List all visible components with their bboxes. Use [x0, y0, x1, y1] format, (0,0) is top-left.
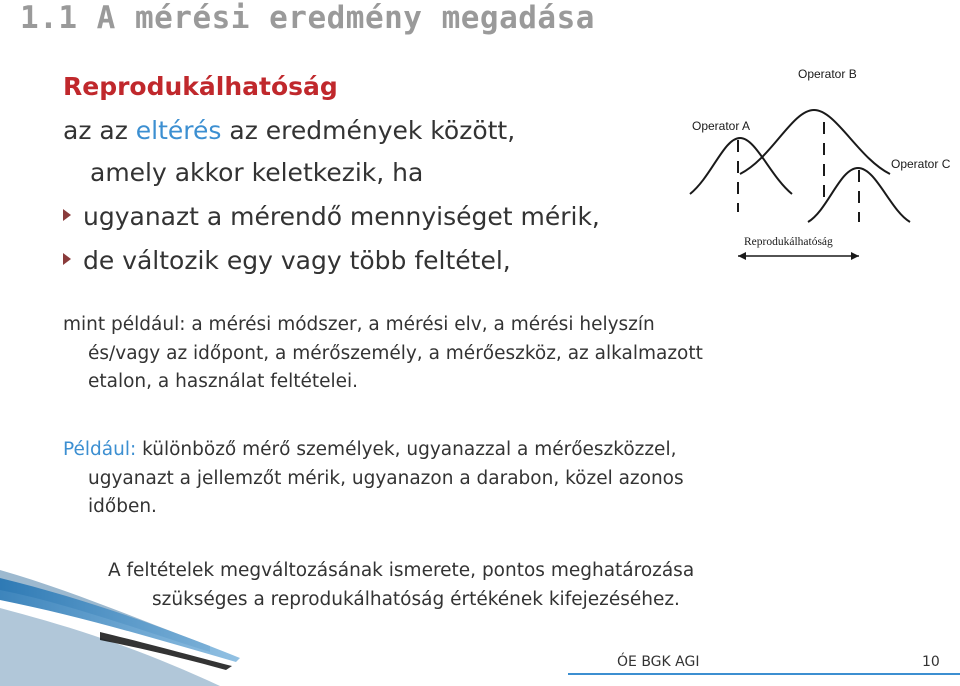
- curve-operator-a: [690, 138, 792, 194]
- paragraph-line: ugyanazt a jellemzőt mérik, ugyanazon a darabon, közel azonos: [88, 467, 684, 489]
- label-operator-b: Operator B: [798, 67, 857, 81]
- paragraph-line: [63, 436, 684, 465]
- paragraph-line: szükséges a reprodukálhatóság értékének kifejezéséhez.: [152, 588, 680, 610]
- paragraph-conditions: [63, 311, 703, 397]
- slide-title: 1.1 A mérési eredmény megadása: [20, 0, 595, 36]
- bullet-item-1: [63, 202, 600, 232]
- paragraph-line: etalon, a használat feltételei.: [88, 371, 359, 392]
- intro-text-post: az eredmények között,: [221, 116, 516, 145]
- reproducibility-figure: [688, 62, 960, 272]
- section-heading: Reprodukálhatóság: [63, 72, 338, 101]
- footer-organization: ÓE BGK AGI: [617, 654, 700, 670]
- intro-text-pre: az az: [63, 116, 136, 145]
- bullet-text-2: de változik egy vagy több feltétel,: [83, 246, 511, 275]
- intro-line-1: [63, 116, 515, 146]
- bullet-arrow-icon: [63, 253, 71, 265]
- example-text: különböző mérő személyek, ugyanazzal a mérőeszközzel,: [136, 439, 677, 460]
- bullet-arrow-icon: [63, 209, 71, 221]
- intro-line-2: amely akkor keletkezik, ha: [90, 158, 424, 187]
- paragraph-line: A feltételek megváltozásának ismerete, pontos meghatározása: [108, 560, 695, 581]
- bullet-item-2: [63, 246, 511, 276]
- example-lead: Például:: [63, 439, 137, 460]
- label-operator-a: Operator A: [692, 119, 751, 133]
- label-reproducibility: Reprodukálhatóság: [744, 236, 833, 248]
- decorative-swoosh: [0, 560, 300, 686]
- curve-operator-b: [740, 110, 890, 174]
- footer-page-number: 10: [922, 654, 940, 670]
- distribution-curves: [688, 62, 960, 272]
- paragraph-line: mint például: a mérési módszer, a mérési elv, a mérési helyszín: [63, 314, 655, 335]
- bullet-text-1: ugyanazt a mérendő mennyiséget mérik,: [83, 202, 600, 231]
- intro-highlight: eltérés: [135, 116, 222, 145]
- label-operator-c: Operator C: [891, 157, 951, 171]
- footer-divider: [568, 673, 960, 675]
- paragraph-example: [63, 436, 684, 522]
- paragraph-line: és/vagy az időpont, a mérőszemély, a mérőeszköz, az alkalmazott: [88, 342, 703, 364]
- paragraph-line: időben.: [88, 496, 157, 517]
